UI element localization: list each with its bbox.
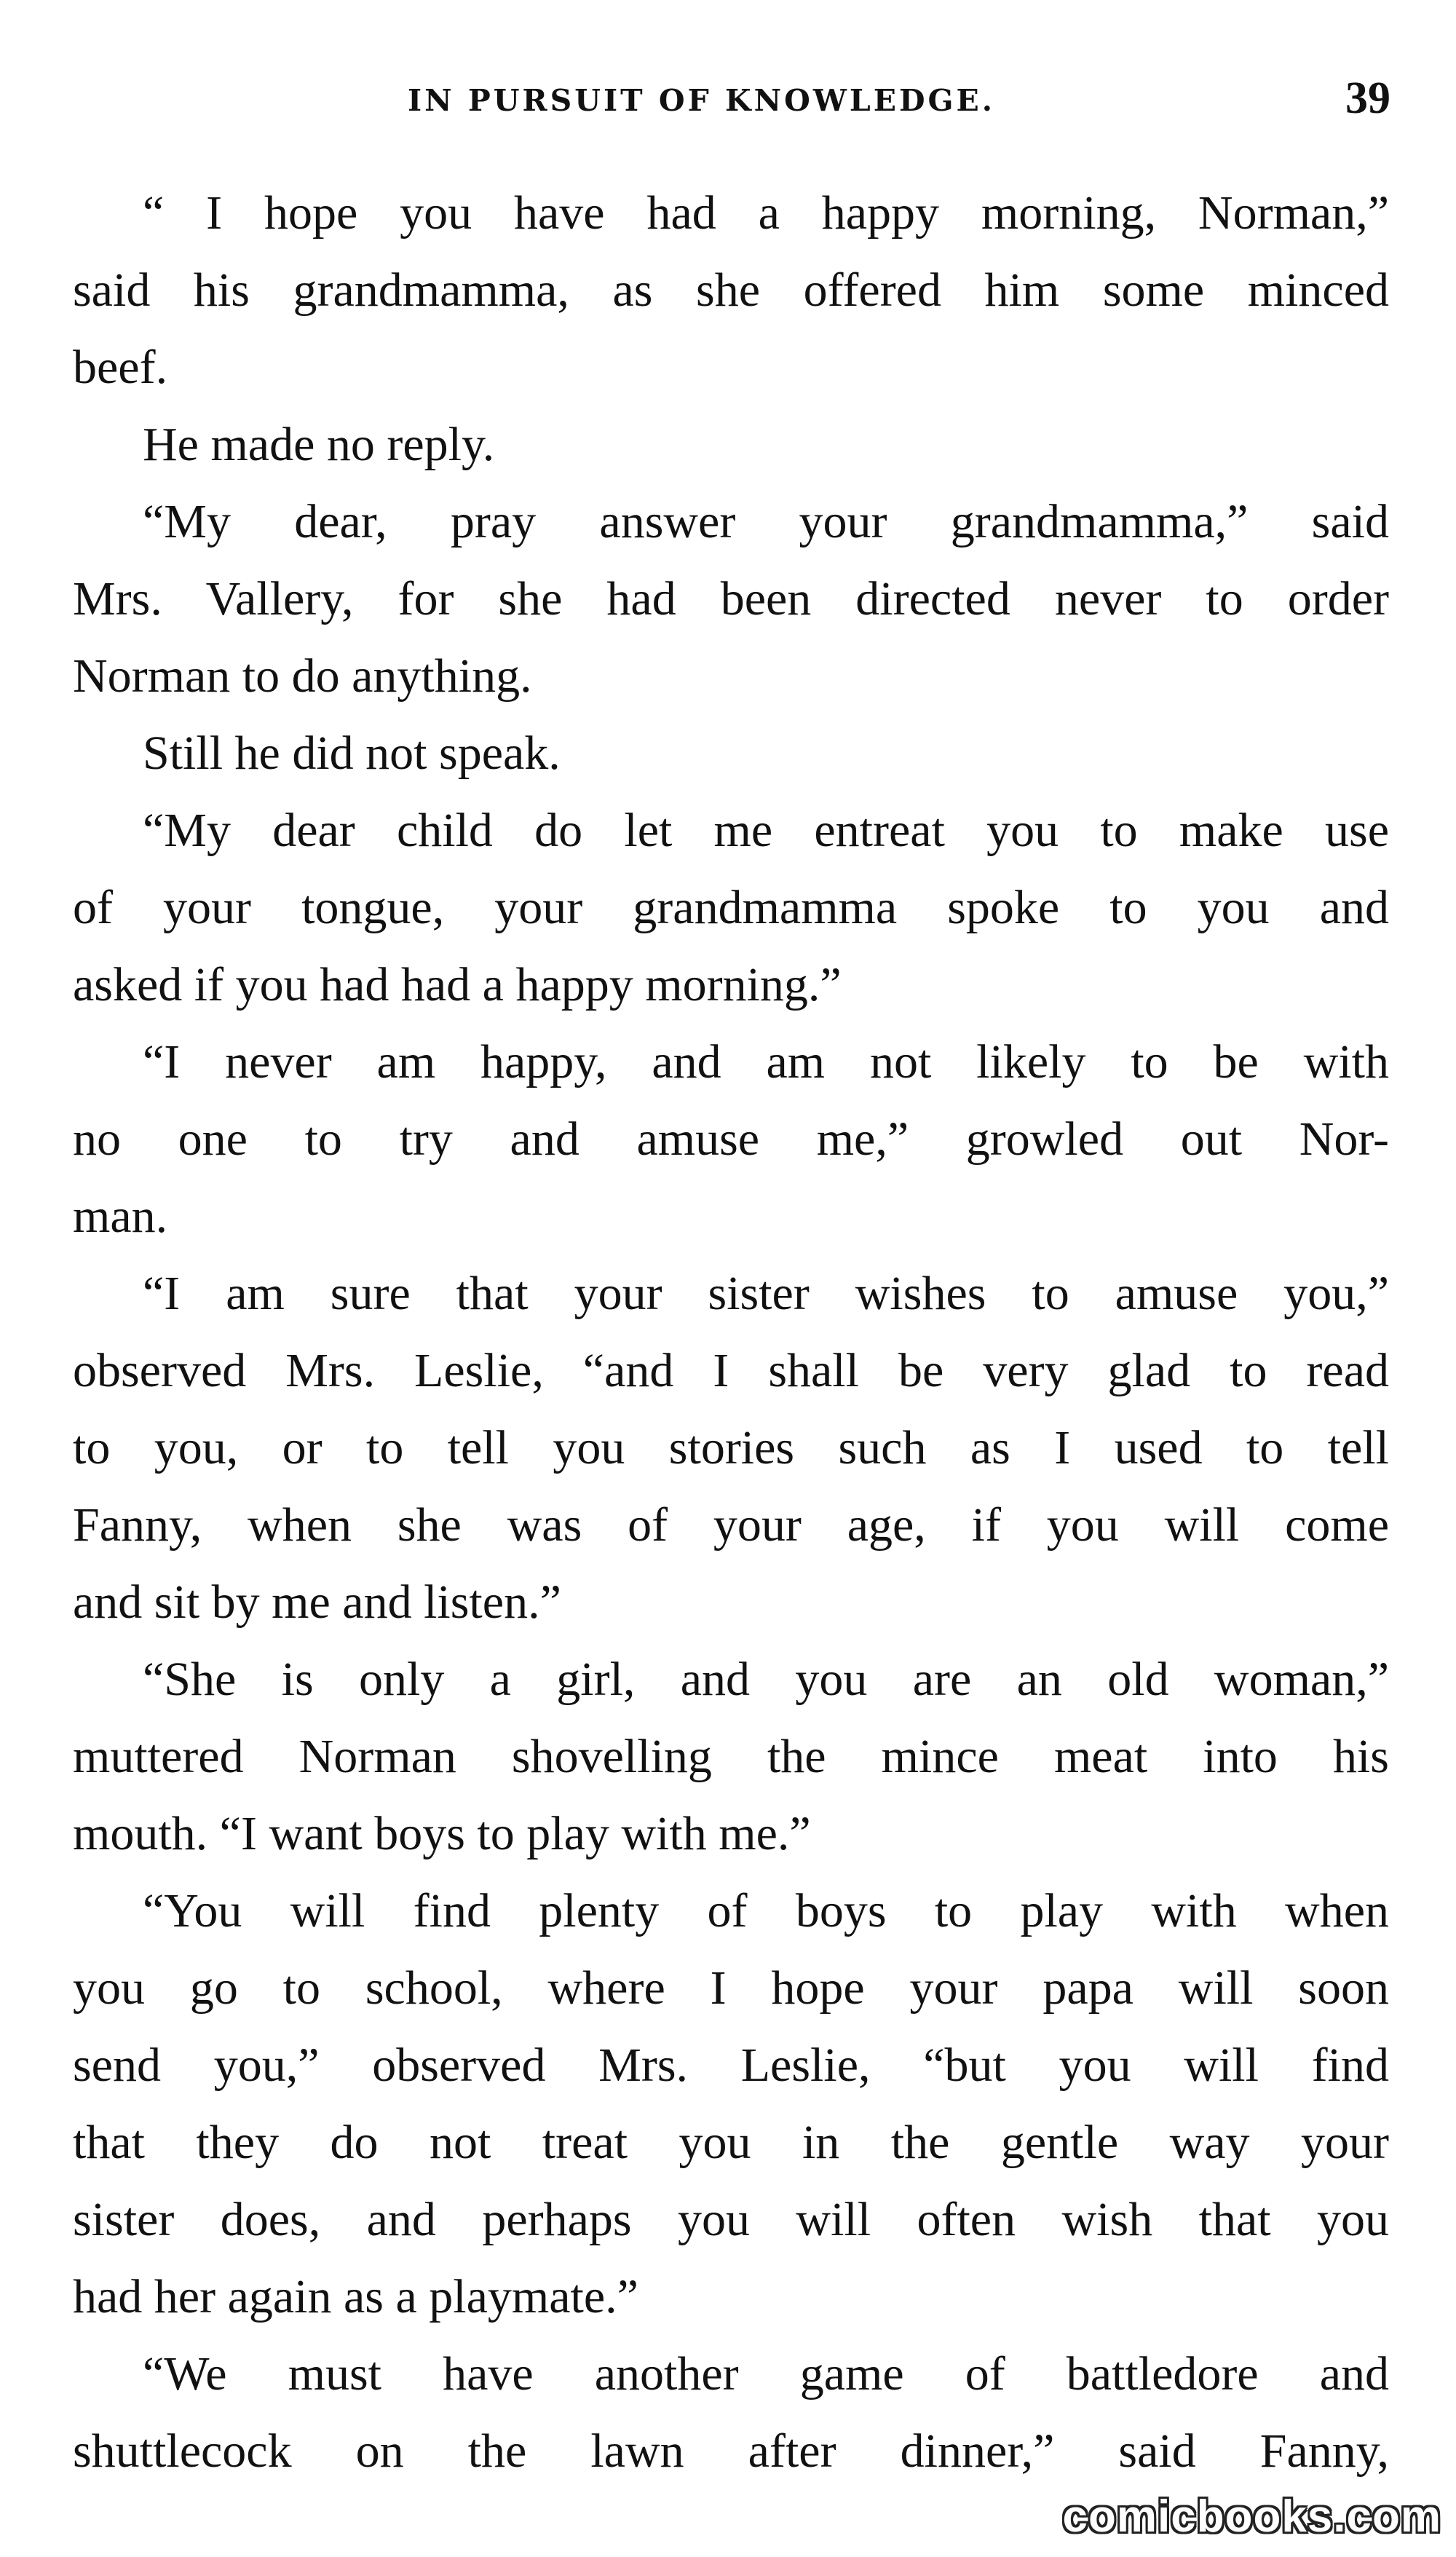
text-line: of your tongue, your grandmamma spoke to you and: [73, 881, 1389, 934]
text-line: had her again as a playmate.”: [73, 2270, 638, 2323]
text-line: observed Mrs. Leslie, “and I shall be very glad to read: [73, 1344, 1389, 1397]
text-line: no one to try and amuse me,” growled out Nor-: [73, 1112, 1389, 1166]
text-line: Norman to do anything.: [73, 649, 532, 703]
text-line: that they do not treat you in the gentle way your: [73, 2116, 1389, 2169]
text-line: mouth. “I want boys to play with me.”: [73, 1807, 811, 1860]
text-line: said his grandmamma, as she offered him some minced: [73, 264, 1389, 317]
text-line: you go to school, where I hope your papa will soon: [73, 1961, 1389, 2015]
text-line: “My dear, pray answer your grandmamma,” said: [143, 495, 1389, 548]
text-line: Still he did not speak.: [143, 727, 561, 780]
text-line: asked if you had had a happy morning.”: [73, 958, 842, 1011]
text-line: “I never am happy, and am not likely to be with: [143, 1035, 1389, 1088]
body-text: [73, 175, 1389, 2490]
text-line: shuttlecock on the lawn after dinner,” said Fanny,: [73, 2424, 1389, 2478]
text-line: beef.: [73, 341, 168, 394]
text-line: “I am sure that your sister wishes to amuse you,”: [143, 1267, 1389, 1320]
text-line: send you,” observed Mrs. Leslie, “but you will find: [73, 2039, 1389, 2092]
text-line: to you, or to tell you stories such as I used to tell: [73, 1421, 1389, 1474]
running-title: IN PURSUIT OF KNOWLEDGE.: [408, 83, 996, 118]
text-line: sister does, and perhaps you will often wish that you: [73, 2193, 1389, 2246]
text-line: muttered Norman shovelling the mince meat into his: [73, 1730, 1389, 1783]
text-line: and sit by me and listen.”: [73, 1576, 561, 1629]
text-line: “She is only a girl, and you are an old woman,”: [143, 1653, 1389, 1706]
text-line: “You will find plenty of boys to play with when: [143, 1884, 1389, 1937]
page-number: 39: [1345, 74, 1390, 123]
text-line: “My dear child do let me entreat you to make use: [143, 804, 1389, 857]
running-head: [0, 76, 1456, 134]
text-line: He made no reply.: [143, 418, 495, 471]
text-line: “ I hope you have had a happy morning, Norman,”: [143, 186, 1389, 240]
text-line: Fanny, when she was of your age, if you will come: [73, 1498, 1389, 1552]
text-line: “We must have another game of battledore and: [143, 2347, 1389, 2400]
watermark: comicbooks.com: [1062, 2491, 1441, 2542]
text-line: man.: [73, 1190, 168, 1243]
text-line: Mrs. Vallery, for she had been directed never to order: [73, 572, 1389, 625]
